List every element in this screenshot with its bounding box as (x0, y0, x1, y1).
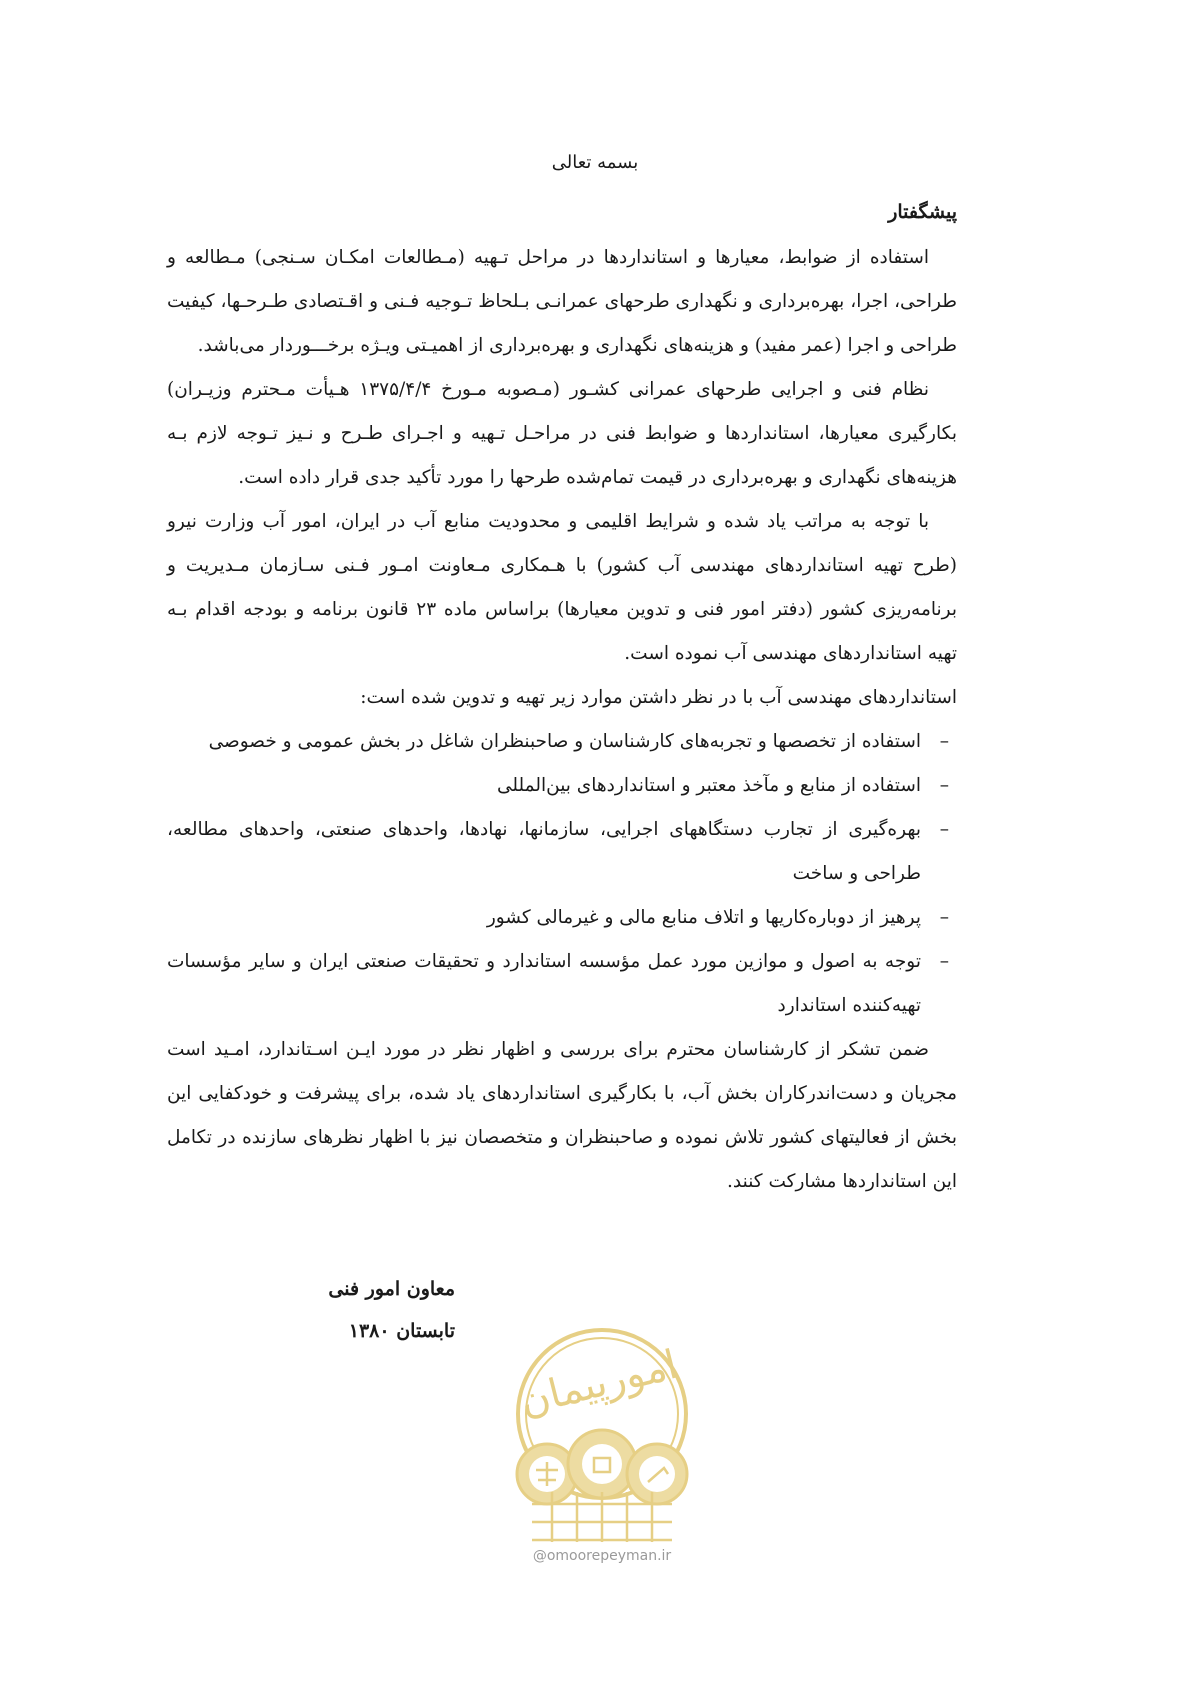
signature-title: معاون امور فنی (328, 1278, 455, 1300)
list-item-text: بهره‌گیری از تجارب دستگاههای اجرایی، سازمانها، نهادها، واحدهای صنعتی، واحدهای مطالعه، طراحی و ساخت (167, 819, 921, 884)
dash-bullet: – (939, 907, 949, 928)
list-item-text: استفاده از تخصصها و تجربه‌های کارشناسان و صاحبنظران شاغل در بخش عمومی و خصوصی (208, 731, 921, 752)
document-body (167, 192, 957, 1204)
invocation-text: بسمه تعالی (551, 152, 639, 173)
list-item-text: استفاده از منابع و مآخذ معتبر و استانداردهای بین‌المللی (496, 775, 921, 796)
signature-block (215, 1268, 455, 1352)
paragraph-3: با توجه به مراتب یاد شده و شرایط اقلیمی و محدودیت منابع آب در ایران، امور آب وزارت نیرو (طرح تهیه استانداردهای مهندسی آب کشور) با هـمکاری مـعاونت امـور فـنی سـازمان مـدیریت و برنامه‌ریزی کشور (دفتر امور فنی و تدوین معیارها) براساس ماده ۲۳ قانون برنامه و بودجه اقدام بـه تهیه استانداردهای مهندسی آب نموده است. (167, 511, 957, 664)
list-item (167, 896, 957, 940)
dash-bullet: – (939, 731, 949, 752)
list-item-text: توجه به اصول و موازین مورد عمل مؤسسه استاندارد و تحقیقات صنعتی ایران و سایر مؤسسات تهیه‌کننده استاندارد (167, 951, 921, 1016)
list-item (167, 720, 957, 764)
list-intro: استانداردهای مهندسی آب با در نظر داشتن موارد زیر تهیه و تدوین شده است: (360, 687, 957, 708)
watermark-url: @omoorepeyman.ir (532, 1548, 672, 1564)
watermark-logo (492, 1322, 712, 1582)
list-item-text: پرهیز از دوباره‌کاریها و اتلاف منابع مالی و غیرمالی کشور (486, 907, 921, 928)
closing-paragraph: ضمن تشکر از کارشناسان محترم برای بررسی و اظهار نظر در مورد ایـن اسـتاندارد، امـید است مجریان و دست‌اندرکاران بخش آب، با بکارگیری استانداردهای یاد شده، برای پیشرفت و خودکفایی این بخش از فعالیتهای کشور تلاش نموده و صاحبنظران و متخصصان نیز با اظهار نظرهای سازنده در تکامل این استانداردها مشارکت کنند. (167, 1039, 957, 1192)
dash-bullet: – (939, 951, 949, 972)
paragraph-1: استفاده از ضوابط، معیارها و استانداردها در مراحل تـهیه (مـطالعات امکـان سـنجی) مـطالعه و طراحی، اجرا، بهره‌برداری و نگهداری طرحهای عمرانـی بـلحاظ تـوجیه فـنی و اقـتصادی طـرحـها، کیفیت طراحی و اجرا (عمر مفید) و هزینه‌های نگهداری و بهره‌برداری از اهمیـتی ویـژه برخـــوردار می‌باشد. (167, 247, 957, 356)
omoorepeyman-logo-icon (492, 1322, 712, 1552)
list-item (167, 764, 957, 808)
list-item (167, 940, 957, 1028)
signature-date: تابستان ۱۳۸۰ (348, 1320, 455, 1342)
criteria-list (167, 720, 957, 1028)
logo-text: امورپیمان (515, 1341, 683, 1426)
section-heading: پیشگفتار (888, 201, 957, 223)
list-item (167, 808, 957, 896)
dash-bullet: – (939, 819, 949, 840)
paragraph-2: نظام فنی و اجرایی طرحهای عمرانی کشـور (مـصوبه مـورخ ۱۳۷۵/۴/۴ هـیأت مـحترم وزیـران) بکارگیری معیارها، استانداردها و ضوابط فنی در مراحـل تـهیه و اجـرای طـرح و نـیز تـوجه لازم بـه هزینه‌های نگهداری و بهره‌برداری در قیمت تمام‌شده طرحها را مورد تأکید جدی قرار داده است. (167, 379, 957, 488)
dash-bullet: – (939, 775, 949, 796)
